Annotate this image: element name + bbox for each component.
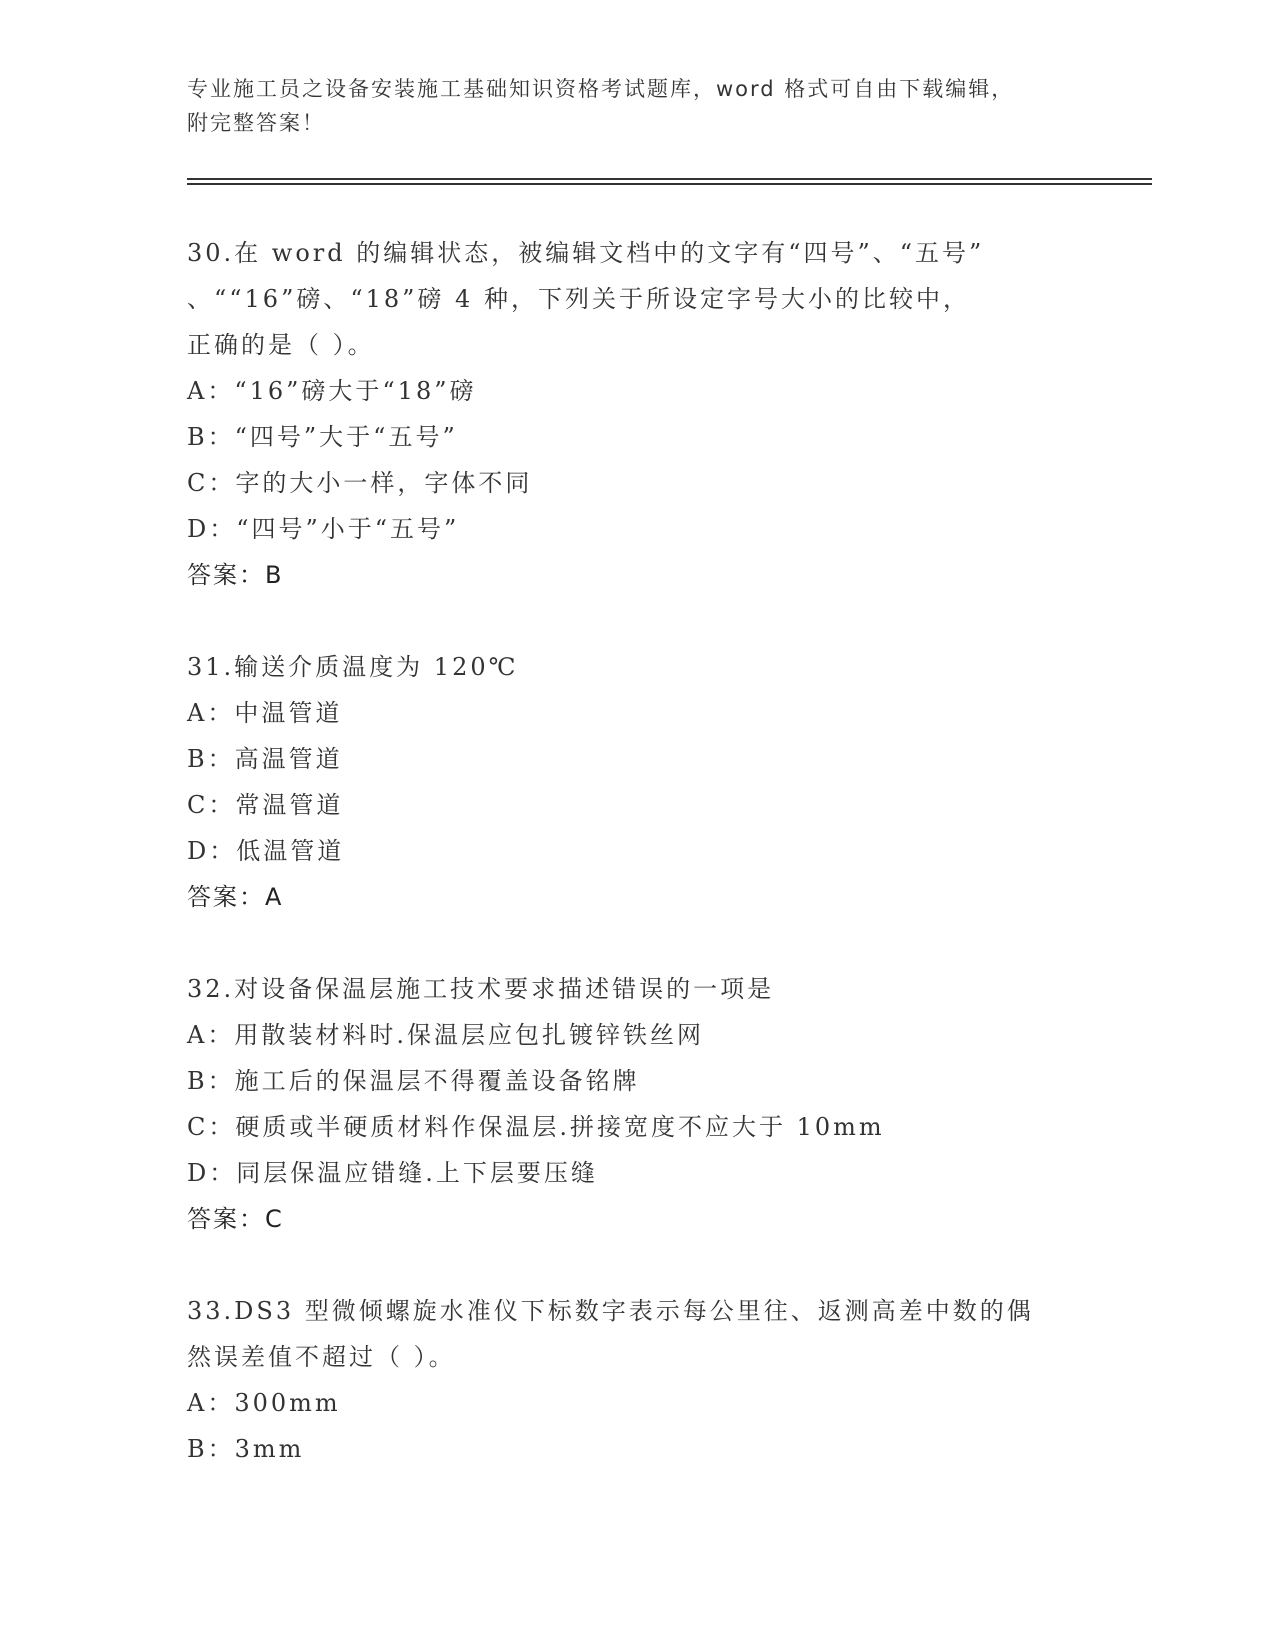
option-d: D：低温管道 <box>187 837 345 865</box>
answer-text: 答案：C <box>187 1205 284 1233</box>
question-stem-line: 31.输送介质温度为 120℃ <box>187 653 519 681</box>
option-d: D：“四号”小于“五号” <box>187 515 460 543</box>
option-c: C：字的大小一样，字体不同 <box>187 469 533 497</box>
option-b: B：高温管道 <box>187 745 343 773</box>
question-stem-line: 、““16”磅、“18”磅 4 种，下列关于所设定字号大小的比较中， <box>187 285 970 313</box>
question-stem-line: 33.DS3 型微倾螺旋水准仪下标数字表示每公里往、返测高差中数的偶 <box>187 1297 1034 1325</box>
option-c: C：硬质或半硬质材料作保温层.拼接宽度不应大于 10mm <box>187 1113 885 1141</box>
header-line-2: 附完整答案！ <box>187 111 325 135</box>
question-32 <box>187 966 1067 1242</box>
question-stem-line: 30.在 word 的编辑状态，被编辑文档中的文字有“四号”、“五号” <box>187 239 985 267</box>
option-b: B：“四号”大于“五号” <box>187 423 458 451</box>
question-31 <box>187 644 1067 920</box>
option-b: B：施工后的保温层不得覆盖设备铭牌 <box>187 1067 640 1095</box>
option-a: A：用散装材料时.保温层应包扎镀锌铁丝网 <box>187 1021 704 1049</box>
question-list <box>187 230 1067 1518</box>
answer-text: 答案：B <box>187 561 284 589</box>
option-a: A：300mm <box>187 1389 341 1417</box>
question-stem-line: 然误差值不超过（ ）。 <box>187 1343 456 1371</box>
answer-text: 答案：A <box>187 883 284 911</box>
option-a: A：中温管道 <box>187 699 343 727</box>
question-stem-line: 正确的是（ ）。 <box>187 331 375 359</box>
header-divider-bottom <box>187 183 1152 185</box>
option-a: A：“16”磅大于“18”磅 <box>187 377 477 405</box>
option-b: B：3mm <box>187 1435 305 1463</box>
option-c: C：常温管道 <box>187 791 344 819</box>
question-stem-line: 32.对设备保温层施工技术要求描述错误的一项是 <box>187 975 775 1003</box>
question-30 <box>187 230 1067 598</box>
option-d: D：同层保温应错缝.上下层要压缝 <box>187 1159 598 1187</box>
header-divider-top <box>187 178 1152 180</box>
document-header <box>187 72 1087 140</box>
header-line-1: 专业施工员之设备安装施工基础知识资格考试题库，word 格式可自由下载编辑， <box>187 77 1015 101</box>
question-33 <box>187 1288 1067 1472</box>
